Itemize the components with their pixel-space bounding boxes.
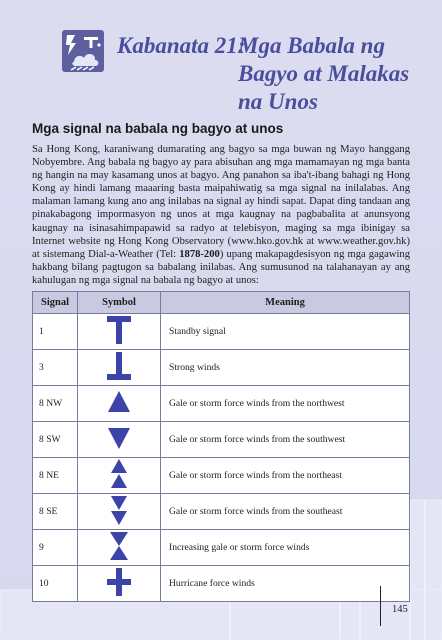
section-heading: Mga signal na babala ng bagyo at unos <box>32 121 284 136</box>
intro-paragraph <box>32 143 410 287</box>
header-meaning: Meaning <box>161 292 410 314</box>
meaning-cell: Hurricane force winds <box>161 566 410 602</box>
meaning-cell: Gale or storm force winds from the northeast <box>161 458 410 494</box>
t-shape-icon <box>104 314 134 346</box>
meaning-cell: Gale or storm force winds from the southeast <box>161 494 410 530</box>
symbol-cell <box>78 422 161 458</box>
signals-table <box>32 291 410 602</box>
triangle-up-icon <box>104 386 134 418</box>
intro-text-part-1: Sa Hong Kong, karaniwang dumarating ang bagyo sa mga buwan ng Mayo hanggang Nobyembre. Ang babala ng bagyo ay para abisuhan ang mga mamamayan ng mga banta ng hangin na may kasamang unos at bagyo. Ang panahon sa iba't-ibang bahagi ng Hong Kong ay hindi lamang maaaring basta maipahiwatig sa mga signal na inilalabas. Ang malaman lamang kung ano ang inilabas na signal ay hindi sapat. Dapat ding tandaan ang pinakabagong impormasyon ng unos at mga kaugnay na pagbabalita at anunsyong kaugnay na isinasahimpapawid sa radyo at telebisyon, maging sa mga ibinigay sa Internet website ng Hong Kong Observatory (www.hko.gov.hk at www.weather.gov.hk) at sistemang Dial-a-Weather (Tel: <box>32 144 410 260</box>
table-row <box>33 458 410 494</box>
dial-a-weather-phone: 1878-200 <box>179 248 220 260</box>
symbol-cell <box>78 314 161 350</box>
meaning-cell: Standby signal <box>161 314 410 350</box>
header-signal: Signal <box>33 292 78 314</box>
chapter-title-line-3: na Unos <box>238 89 318 114</box>
symbol-cell <box>78 458 161 494</box>
chapter-title-line-1: Mga Babala ng <box>238 33 385 58</box>
table-row <box>33 530 410 566</box>
inverted-t-icon <box>104 350 134 382</box>
table-row <box>33 422 410 458</box>
meaning-cell: Strong winds <box>161 350 410 386</box>
table-row <box>33 494 410 530</box>
table-row <box>33 386 410 422</box>
footer-rule <box>380 586 381 626</box>
meaning-cell: Increasing gale or storm force winds <box>161 530 410 566</box>
table-row <box>33 350 410 386</box>
table-row <box>33 314 410 350</box>
signal-cell: 9 <box>33 530 78 566</box>
chapter-title-line-2: Bagyo at Malakas <box>238 61 410 86</box>
symbol-cell <box>78 530 161 566</box>
signal-cell: 8 NW <box>33 386 78 422</box>
signal-cell: 8 SW <box>33 422 78 458</box>
table-row <box>33 566 410 602</box>
double-triangle-down-icon <box>104 494 134 526</box>
signal-cell: 8 SE <box>33 494 78 530</box>
table-header-row <box>33 292 410 314</box>
meaning-cell: Gale or storm force winds from the southwest <box>161 422 410 458</box>
hourglass-icon <box>104 530 134 562</box>
triangle-down-icon <box>104 422 134 454</box>
header-symbol: Symbol <box>78 292 161 314</box>
symbol-cell <box>78 494 161 530</box>
chapter-title <box>117 32 427 116</box>
signal-cell: 8 NE <box>33 458 78 494</box>
symbol-cell <box>78 386 161 422</box>
symbol-cell <box>78 566 161 602</box>
double-triangle-up-icon <box>104 458 134 490</box>
meaning-cell: Gale or storm force winds from the northwest <box>161 386 410 422</box>
symbol-cell <box>78 350 161 386</box>
page-number: 145 <box>392 604 408 615</box>
storm-signal-icon <box>62 30 104 72</box>
intro-text-part-2: ) upang makapagdesisyon ng mga gagawing hakbang bilang pagtugon sa babalang inilabas. Ang sumusunod na talahanayan ay ang kahulugan ng mga signal na babala ng bagyo at unos: <box>32 248 410 286</box>
cross-icon <box>104 566 134 598</box>
signal-cell: 3 <box>33 350 78 386</box>
signal-cell: 10 <box>33 566 78 602</box>
signal-cell: 1 <box>33 314 78 350</box>
chapter-label: Kabanata 21: <box>117 33 246 58</box>
